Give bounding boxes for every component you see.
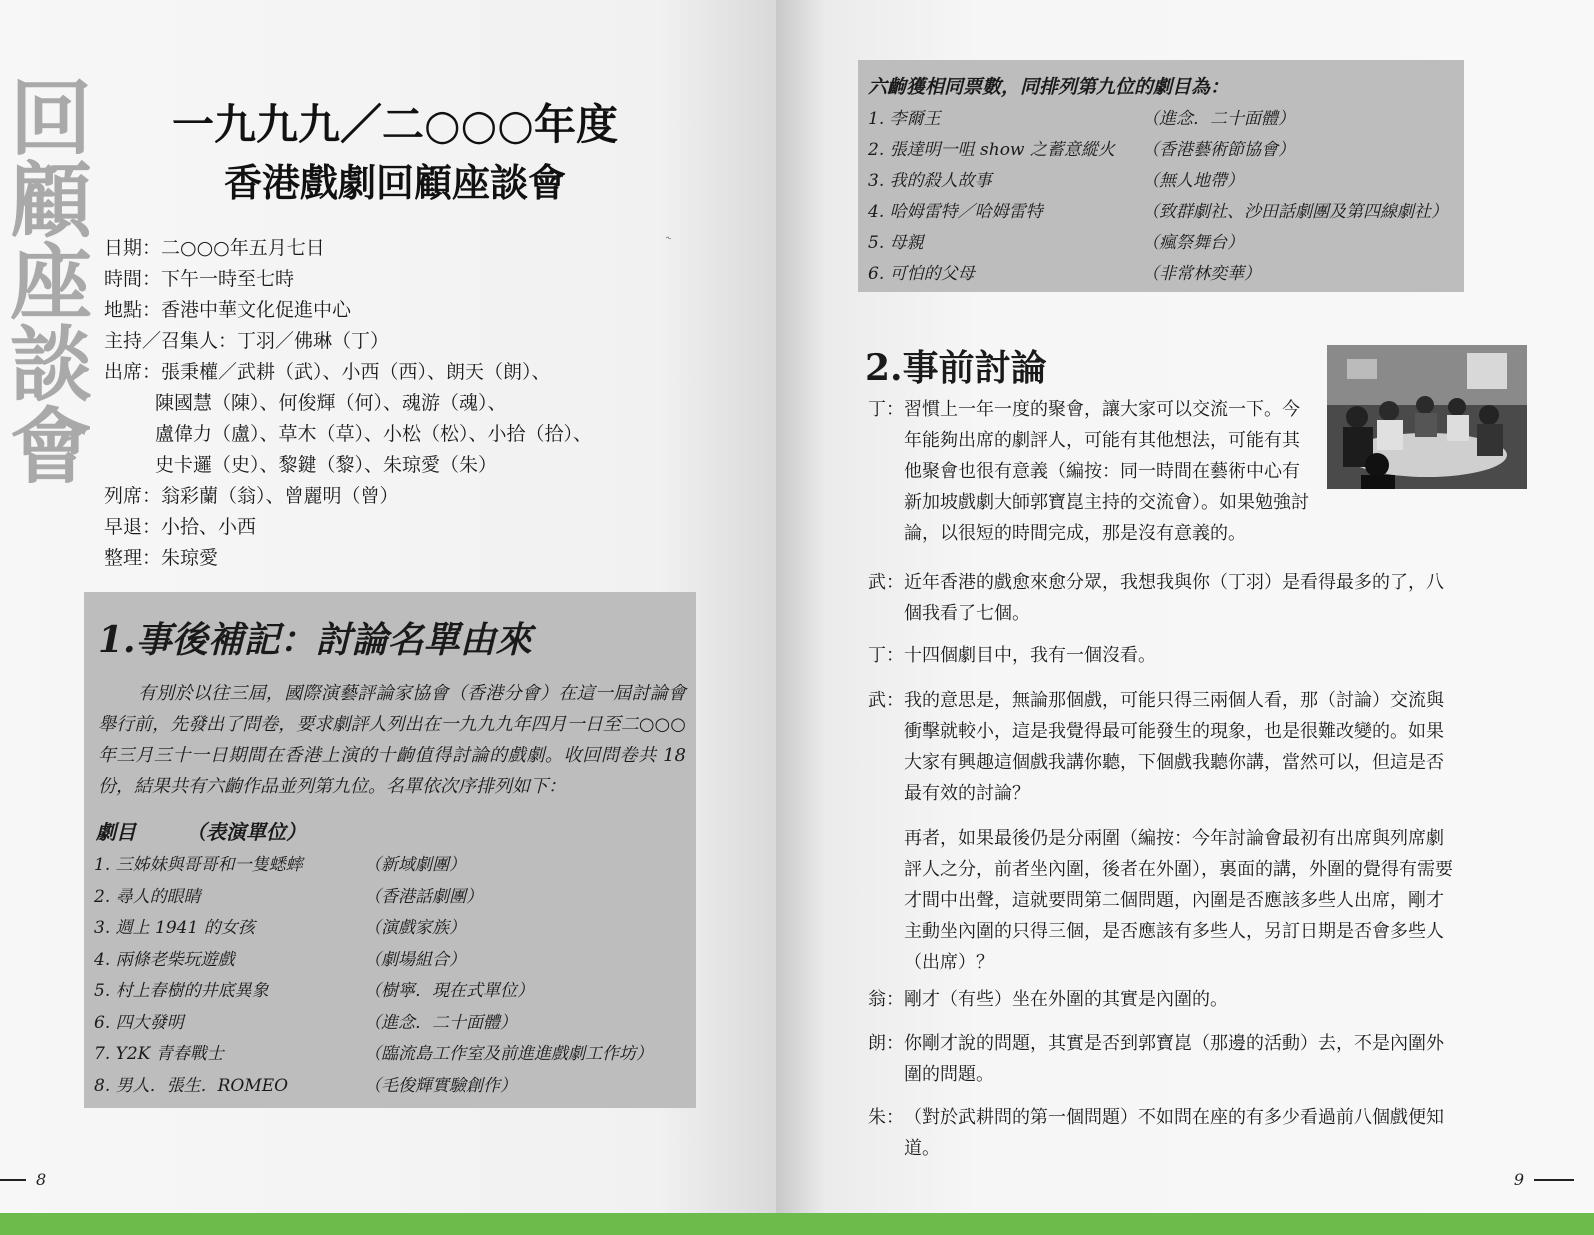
dialogue-text [904, 567, 1454, 629]
info-value: 翁彩蘭（翁）、曾麗明（曾） [161, 485, 399, 507]
info-value: 丁羽／佛琳（丁） [237, 330, 390, 352]
dialogue-text [904, 685, 1454, 978]
play-title: 2. 尋人的眼睛 [94, 886, 201, 907]
dialogue-text [904, 1028, 1454, 1090]
info-time [104, 264, 664, 295]
play-list [868, 104, 1464, 290]
dialogue-paragraph: 近年香港的戲愈來愈分眾，我想我與你（丁羽）是看得最多的了，八個我看了七個。 [904, 572, 1444, 624]
folio-rule [1534, 1179, 1574, 1181]
info-attendees [104, 357, 664, 388]
dialogue-entry [868, 640, 1454, 671]
vertical-title-char: 會 [9, 399, 92, 495]
info-venue [104, 295, 664, 326]
info-value: 香港中華文化促進中心 [161, 299, 352, 321]
speaker-label: 翁： [868, 989, 904, 1010]
play-unit: （進念．二十面體） [1142, 109, 1295, 129]
dialogue-text [904, 640, 1454, 671]
page-number-left [0, 1170, 46, 1189]
info-value: 小拾、小西 [161, 516, 257, 538]
info-value: 朱琼愛 [161, 547, 219, 569]
info-editor [104, 543, 664, 574]
play-title: 5. 村上春樹的井底異象 [94, 981, 269, 1001]
play-title: 8. 男人．張生．ROMEO [94, 1075, 289, 1096]
list-item [868, 259, 1464, 290]
vertical-title-char: 顧 [9, 153, 92, 249]
play-title: 6. 可怕的父母 [868, 264, 975, 284]
speaker-label: 武： [868, 572, 904, 593]
vertical-title-char: 回 [9, 71, 92, 167]
dialogue-paragraph: 再者，如果最後仍是分兩圍（編按：今年討論會最初有出席與列席劇評人之分，前者坐內圍，後者在外圍），裏面的講，外圍的覺得有需要才間中出聲，這就要問第二個問題，內圍是否應該多些人出席，剛才主動坐內圍的只得三個，是否應該有多些人，另訂日期是否會多些人（出席）？ [904, 828, 1453, 973]
dialogue-entry [868, 394, 1454, 549]
play-unit: （新域劇團） [364, 855, 466, 875]
play-title: 6. 四大發明 [94, 1012, 184, 1033]
dialogue-entry [868, 685, 1454, 978]
dialogue-entry [868, 1102, 1454, 1164]
play-title: 3. 週上 1941 的女孩 [94, 918, 255, 938]
dialogue-paragraph: 習慣上一年一度的聚會，讓大家可以交流一下。今年能夠出席的劇評人，可能有其他想法，可能有其他聚會也很有意義（編按：同一時間在藝術中心有新加坡戲劇大師郭寶崑主持的交流會）。如果勉強討論，以很短的時間完成，那是沒有意義的。 [904, 399, 1309, 544]
list-item [868, 228, 1464, 259]
dialogue-paragraph: 十四個劇目中，我有一個沒看。 [904, 645, 1156, 666]
play-unit: （無人地帶） [1142, 171, 1244, 191]
play-title: 7. Y2K 青春戰士 [94, 1044, 224, 1064]
section1-box [84, 592, 696, 1108]
info-early-leave [104, 512, 664, 543]
play-title: 1. 李爾王 [868, 109, 941, 129]
page-number-right [1514, 1170, 1574, 1189]
vertical-title [6, 71, 96, 495]
play-unit: （香港藝術節協會） [1142, 140, 1295, 160]
vertical-title-char: 座 [9, 235, 92, 331]
section2-title: 2.事前討論 [865, 347, 1047, 389]
dialogue-entry [868, 1028, 1454, 1090]
play-list-header [96, 816, 306, 845]
play-unit: （演戲家族） [364, 918, 466, 938]
info-label: 主持／召集人： [104, 330, 238, 352]
play-unit: （非常林奕華） [1142, 264, 1261, 284]
list-item [868, 166, 1464, 197]
play-list-header-unit: （表演單位） [186, 820, 306, 844]
list-item [94, 913, 694, 945]
play-unit: （劇場組合） [364, 949, 466, 970]
play-unit: （香港話劇團） [364, 886, 483, 907]
page-number: 8 [36, 1170, 47, 1189]
info-observers [104, 481, 664, 512]
dialogue-text [904, 1102, 1454, 1164]
page-title-line2: 香港戲劇回顧座談會 [223, 160, 566, 205]
section1-intro: 有別於以往三屆，國際演藝評論家協會（香港分會）在這一屆討論會舉行前，先發出了問卷，要求劇評人列出在一九九九年四月一日至二○○○年三月三十一日期間在香港上演的十齣值得討論的戲劇。收回問卷共 18 份，結果共有六齣作品並列第九位。名單依次序排列如下： [98, 683, 686, 797]
list-item [94, 1008, 694, 1040]
play-title: 2. 張達明一咀 show 之蓄意縱火 [868, 140, 1115, 160]
dialogue-text [904, 394, 1316, 549]
page-number: 9 [1513, 1170, 1524, 1189]
play-unit: （瘋祭舞台） [1142, 233, 1244, 253]
info-label: 日期： [104, 237, 162, 259]
info-value: 下午一時至七時 [161, 268, 295, 290]
play-title: 3. 我的殺人故事 [868, 171, 992, 191]
play-title: 4. 兩條老柴玩遊戲 [94, 949, 235, 970]
margin-mark: ˞ [666, 232, 672, 246]
info-label: 地點： [104, 299, 162, 321]
play-unit: （臨流島工作室及前進進戲劇工作坊） [364, 1044, 653, 1064]
speaker-label: 武： [868, 690, 904, 711]
list-item [94, 882, 694, 914]
info-value: 二○○○年五月七日 [161, 237, 325, 259]
play-unit: （致群劇社、沙田話劇團及第四線劇社） [1142, 202, 1448, 222]
speaker-label: 朱： [868, 1107, 904, 1128]
info-label: 出席： [104, 361, 162, 383]
dialogue-paragraph: 剛才（有些）坐在外圍的其實是內圍的。 [904, 989, 1228, 1010]
dialogue-text [904, 984, 1454, 1015]
info-label: 時間： [104, 268, 162, 290]
dialogue-paragraph: （對於武耕問的第一個問題）不如問在座的有多少看過前八個戲便知道。 [904, 1107, 1444, 1159]
page-title-line1: 一九九九／二○○○年度 [172, 100, 618, 149]
info-attendees-cont: 盧偉力（盧）、草木（草）、小松（松）、小拾（拾）、 [155, 423, 593, 445]
info-date [104, 233, 664, 264]
list-item [868, 104, 1464, 135]
green-strip [0, 1213, 776, 1235]
list-item [94, 1071, 694, 1103]
play-title: 4. 哈姆雷特／哈姆雷特 [868, 202, 1043, 222]
meeting-info [104, 233, 664, 574]
play-unit: （進念．二十面體） [364, 1012, 517, 1033]
info-host [104, 326, 664, 357]
play-list [94, 850, 694, 1102]
list-item [868, 135, 1464, 166]
list-item [94, 976, 694, 1008]
folio-rule [0, 1179, 26, 1181]
list-item [94, 945, 694, 977]
dialogue-paragraph: 我的意思是，無論那個戲，可能只得三兩個人看，那（討論）交流與衝擊就較小，這是我覺得最可能發生的現象，也是很難改變的。如果大家有興趣這個戲我講你聽，下個戲我聽你講，當然可以，但這是否最有效的討論？ [904, 690, 1444, 804]
info-attendees-cont: 陳國慧（陳）、何俊輝（何）、魂游（魂）、 [155, 392, 507, 414]
play-title: 1. 三姊妹與哥哥和一隻蟋蟀 [94, 855, 303, 875]
list-item [868, 197, 1464, 228]
dialogue-paragraph: 你剛才說的問題，其實是否到郭寶崑（那邊的活動）去，不是內圍外圍的問題。 [904, 1033, 1444, 1085]
left-page [0, 0, 776, 1235]
info-label: 整理： [104, 547, 162, 569]
speaker-label: 朗： [868, 1033, 904, 1054]
info-label: 早退： [104, 516, 162, 538]
info-attendees-cont: 史卡邏（史）、黎鍵（黎）、朱琼愛（朱） [155, 454, 498, 476]
green-strip [776, 1213, 1594, 1235]
list-item [94, 1039, 694, 1071]
speaker-label: 丁： [868, 399, 904, 420]
play-unit: （毛俊輝實驗創作） [364, 1075, 517, 1096]
vertical-title-char: 談 [9, 317, 92, 413]
tied-plays-box [858, 60, 1464, 292]
play-title: 5. 母親 [868, 233, 924, 253]
tied-plays-title: 六齣獲相同票數，同排列第九位的劇目為： [868, 76, 1230, 98]
dialogue-entry [868, 984, 1454, 1015]
info-label: 列席： [104, 485, 162, 507]
speaker-label: 丁： [868, 645, 904, 666]
dialogue-entry [868, 567, 1454, 629]
section1-title: 1.事後補記：討論名單由來 [98, 619, 532, 661]
play-unit: （樹寧．現在式單位） [364, 981, 534, 1001]
list-item [94, 850, 694, 882]
info-value: 張秉權／武耕（武）、小西（西）、朗天（朗）、 [161, 361, 551, 383]
play-list-header-title: 劇目 [96, 820, 136, 844]
